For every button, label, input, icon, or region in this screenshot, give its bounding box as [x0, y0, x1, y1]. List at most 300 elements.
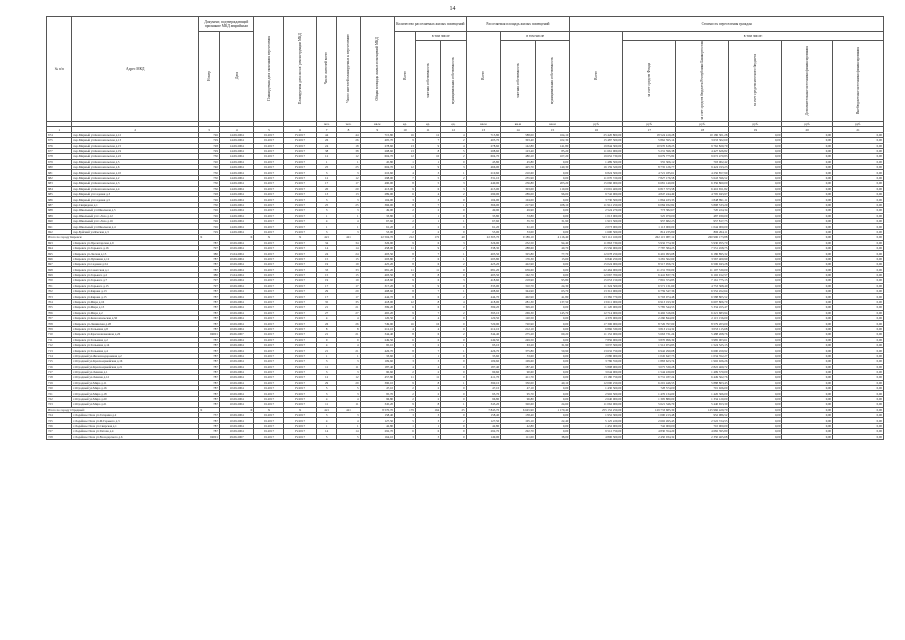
table-cell: 14.09.2004 — [219, 148, 254, 153]
table-cell: 366,00 — [360, 202, 395, 207]
header-area-municipal: муниципальная собственность — [535, 41, 570, 122]
table-cell: 6 491 993,08 — [623, 251, 676, 256]
table-cell: 01.2017 — [254, 283, 284, 288]
table-cell: IV.2017 — [284, 326, 316, 331]
table-cell: 787 — [199, 380, 220, 385]
table-cell: 77,70 — [535, 251, 570, 256]
table-cell: 8 — [316, 326, 337, 331]
table-cell: 714 — [47, 353, 72, 358]
table-cell: 275,20 — [501, 332, 536, 337]
table-cell: 6 221 683,94 — [676, 310, 729, 315]
table-cell: 704 — [47, 299, 72, 304]
table-cell: 8 — [395, 348, 416, 353]
table-cell: 15 — [337, 272, 360, 277]
table-cell: 17 — [337, 181, 360, 186]
table-cell: 1 305 880,00 — [623, 396, 676, 401]
table-cell: 123,40 — [501, 148, 536, 153]
table-cell: 0,00 — [729, 159, 782, 164]
table-cell: 1 883 623,74 — [623, 359, 676, 364]
table-cell: 15 — [316, 256, 337, 261]
table-cell: 0 — [441, 429, 466, 434]
table-cell: 1 — [316, 224, 337, 229]
table-cell: 8 — [415, 272, 440, 277]
table-cell: IV.2017 — [284, 213, 316, 218]
table-cell: 1 — [441, 170, 466, 175]
table-cell: 0 — [441, 423, 466, 428]
table-cell: IV.2017 — [284, 175, 316, 180]
table-cell: 10.09.2004 — [219, 413, 254, 418]
table-cell: 787 — [199, 391, 220, 396]
table-cell: 395,10 — [466, 310, 501, 315]
table-cell: 0,00 — [729, 240, 782, 245]
table-cell: 709 — [47, 326, 72, 331]
table-cell: пер.Мирный ул.Комсомольская д.22 — [72, 154, 199, 159]
table-cell: 249,50 — [360, 337, 395, 342]
table-cell: 787 — [199, 310, 220, 315]
table-cell: 326,90 — [466, 240, 501, 245]
table-cell: IV.2017 — [284, 348, 316, 353]
table-cell: 13 — [466, 127, 501, 132]
table-cell: 158,40 — [466, 413, 501, 418]
table-cell: 0,00 — [782, 332, 833, 337]
table-cell: 1 170,40 — [535, 407, 570, 412]
table-cell: 403,50 — [360, 272, 395, 277]
table-cell: г.Кировск ул.Мира д.2 — [72, 310, 199, 315]
table-cell: 2 — [72, 127, 199, 132]
table-cell: кв.м — [360, 121, 395, 126]
table-cell: 0,00 — [833, 229, 884, 234]
table-cell: IV.2017 — [284, 364, 316, 369]
table-cell: 45,80 — [360, 159, 395, 164]
table-cell: 4 830 354,20 — [623, 429, 676, 434]
table-cell: 21 — [316, 332, 337, 337]
table-cell: 24 — [316, 143, 337, 148]
table-cell: 0,00 — [729, 299, 782, 304]
table-cell: 0,00 — [729, 213, 782, 218]
table-cell: 6 — [395, 192, 416, 197]
table-cell: 303,40 — [501, 138, 536, 143]
table-cell: 9 — [360, 127, 395, 132]
table-cell: г.Кировск ул.Краснознаменная д.26 — [72, 332, 199, 337]
table-cell: 19 844 300,00 — [570, 143, 623, 148]
table-cell: 129 733 685,30 — [623, 407, 676, 412]
table-cell: 1 000 213,48 — [623, 413, 676, 418]
table-cell: 5 — [415, 175, 440, 180]
table-cell: 3 053 115,68 — [676, 326, 729, 331]
table-cell: 0,00 — [833, 143, 884, 148]
table-cell: 721 — [47, 391, 72, 396]
table-cell: 375,80 — [501, 348, 536, 353]
total-label: Итого по городу Кировск: — [47, 235, 199, 240]
table-cell: 53,00 — [501, 229, 536, 234]
table-cell: IV.2017 — [284, 148, 316, 153]
table-cell: 6 645,90 — [501, 407, 536, 412]
table-cell: 0,00 — [729, 272, 782, 277]
table-cell: 0,00 — [535, 369, 570, 374]
table-cell: 697 — [47, 262, 72, 267]
table-cell: 0,00 — [729, 353, 782, 358]
table-cell: 5 785 544,53 — [623, 305, 676, 310]
table-cell: 67,60 — [360, 218, 395, 223]
table-cell: 0,00 — [833, 386, 884, 391]
table-cell: 14.09.2004 — [219, 138, 254, 143]
table-cell: 0,00 — [535, 337, 570, 342]
table-cell: 10 970 618,25 — [623, 143, 676, 148]
table-cell: г.Отрадный ул.Железнодорожная д.2 — [72, 353, 199, 358]
table-cell: 90,60 — [501, 369, 536, 374]
table-cell: 01.2017 — [254, 229, 284, 234]
table-cell: X — [219, 235, 254, 240]
table-cell: 5 231 596,38 — [623, 148, 676, 153]
table-cell: 11 — [395, 375, 416, 380]
table-cell: 19 — [337, 278, 360, 283]
table-cell: 0,00 — [782, 251, 833, 256]
table-cell: пер.Школьный ул.С.Лазо д.12 — [72, 213, 199, 218]
relocation-table-container — [46, 16, 884, 440]
table-cell: 726 — [199, 132, 220, 137]
table-cell: 0,00 — [729, 175, 782, 180]
table-cell: 726 — [199, 224, 220, 229]
table-cell: 2 073 000,00 — [570, 224, 623, 229]
table-cell: 405,70 — [466, 138, 501, 143]
table-cell: 1 544 430,00 — [623, 369, 676, 374]
table-cell: 2 — [441, 192, 466, 197]
table-cell: 707 — [47, 316, 72, 321]
table-cell: IV.2017 — [284, 380, 316, 385]
table-cell: 22 464 000,00 — [570, 267, 623, 272]
table-cell: 10.09.2004 — [219, 267, 254, 272]
table-cell: 4 795 043,97 — [676, 192, 729, 197]
table-cell: руб. — [729, 121, 782, 126]
table-cell: 0,00 — [729, 181, 782, 186]
table-cell: 29 — [316, 289, 337, 294]
table-cell: 0,00 — [729, 310, 782, 315]
table-cell: 67,60 — [466, 218, 501, 223]
table-cell: 6 492 316,06 — [623, 310, 676, 315]
table-cell: 0,00 — [833, 278, 884, 283]
table-cell: 0,00 — [535, 305, 570, 310]
header-cost-total: Всего — [570, 32, 623, 122]
table-cell: 217,90 — [501, 202, 536, 207]
table-cell: 13 091 400,00 — [570, 186, 623, 191]
table-cell: 422,90 — [501, 262, 536, 267]
table-row — [47, 434, 884, 439]
table-cell: IV.2017 — [284, 181, 316, 186]
table-cell: 95,70 — [466, 391, 501, 396]
table-cell: 4 753 368,40 — [676, 283, 729, 288]
table-cell: 0,00 — [729, 245, 782, 250]
table-cell: 6 942 290,08 — [623, 348, 676, 353]
table-cell: 9 — [395, 283, 416, 288]
table-cell: 8 — [395, 294, 416, 299]
table-cell: 2 — [441, 138, 466, 143]
table-cell: 0,00 — [535, 326, 570, 331]
table-cell: 3 — [395, 197, 416, 202]
table-cell: пер.Мирный ул.Комсомольская д.2 — [72, 175, 199, 180]
table-cell: 0,00 — [782, 391, 833, 396]
table-cell: 40 — [441, 235, 466, 240]
table-cell: 33 — [337, 267, 360, 272]
table-cell: 4 — [441, 299, 466, 304]
table-cell: 01.2017 — [254, 305, 284, 310]
table-cell: 690 — [47, 218, 72, 223]
table-cell: 249,50 — [501, 337, 536, 342]
table-cell: 12 067 700,00 — [570, 272, 623, 277]
table-cell: 0,00 — [729, 278, 782, 283]
table-cell: 01.2017 — [254, 429, 284, 434]
table-cell: пер.Мирный ул.Комсомольская д.15 — [72, 143, 199, 148]
table-cell: 3 — [316, 413, 337, 418]
table-cell: 699 — [47, 272, 72, 277]
table-cell: пер.Мирный ул.Комсомольская д.13 — [72, 138, 199, 143]
header-area-relocated: Расселяемая площадь жилых помещений — [466, 17, 570, 32]
table-cell: 1 864 433,33 — [623, 197, 676, 202]
table-cell: 01.2017 — [254, 186, 284, 191]
table-cell: 787 — [199, 289, 220, 294]
table-cell: 13 — [337, 192, 360, 197]
table-cell: пер.Мирный ул.Комсомольская д.10 — [72, 170, 199, 175]
table-cell: IV.2017 — [284, 299, 316, 304]
table-cell: 26 — [337, 138, 360, 143]
table-cell: 797 — [199, 245, 220, 250]
table-cell: 8 — [337, 127, 360, 132]
table-cell: 729 — [199, 229, 220, 234]
table-cell: 63,70 — [535, 289, 570, 294]
table-cell: 1 — [441, 289, 466, 294]
table-cell: 3 — [395, 342, 416, 347]
table-cell: 0,00 — [729, 332, 782, 337]
table-cell: 29 — [337, 380, 360, 385]
table-cell: 1 952 300,00 — [570, 413, 623, 418]
table-cell: 6 — [415, 256, 440, 261]
table-cell: 2 602 495,45 — [623, 418, 676, 423]
table-cell: 2 — [441, 294, 466, 299]
table-cell: 47,10 — [501, 386, 536, 391]
table-cell: 0,00 — [729, 283, 782, 288]
table-cell: 0,00 — [833, 423, 884, 428]
table-cell: пер.Буйский ул.Ямская д.3 — [72, 229, 199, 234]
table-cell: 158,40 — [360, 413, 395, 418]
table-cell: 0,00 — [729, 229, 782, 234]
table-cell: кв.м — [501, 121, 536, 126]
table-cell: 10 — [395, 127, 416, 132]
table-cell: 345,20 — [466, 402, 501, 407]
table-cell: 0,00 — [833, 213, 884, 218]
table-cell: 0,00 — [729, 143, 782, 148]
table-cell: 1 902 926,26 — [676, 359, 729, 364]
table-cell: 12 090 250,00 — [570, 380, 623, 385]
table-cell: 3 — [337, 229, 360, 234]
table-cell: 0 — [441, 375, 466, 380]
table-cell: 95,10 — [466, 342, 501, 347]
table-cell: 14.09.2004 — [219, 159, 254, 164]
table-cell: 2 — [415, 229, 440, 234]
table-cell: 787 — [199, 353, 220, 358]
table-cell: 0,00 — [833, 369, 884, 374]
table-cell: 0 — [441, 353, 466, 358]
table-cell: 715,80 — [360, 132, 395, 137]
table-cell: 0 — [441, 386, 466, 391]
table-cell: 0,00 — [729, 251, 782, 256]
table-cell: 0,00 — [782, 245, 833, 250]
table-cell: 0 — [441, 272, 466, 277]
table-cell: 411,70 — [466, 375, 501, 380]
table-cell: 681,20 — [466, 267, 501, 272]
table-cell: 4 427 626,82 — [676, 148, 729, 153]
table-cell: 957 817,75 — [676, 218, 729, 223]
table-cell: 01.2017 — [254, 413, 284, 418]
table-cell: 94,40 — [535, 240, 570, 245]
table-cell: 787 — [199, 396, 220, 401]
table-cell: г.Кировск ул.Пушкина д.12 — [72, 256, 199, 261]
table-cell: 380 — [199, 272, 220, 277]
table-cell: 6 102 012,57 — [676, 272, 729, 277]
table-cell: 7 — [415, 348, 440, 353]
table-cell: 787 — [199, 337, 220, 342]
table-cell: пер.Мирный ул.Комсомольская д.12 — [72, 132, 199, 137]
table-cell: 10.09.2004 — [219, 391, 254, 396]
table-cell: 120,50 — [466, 316, 501, 321]
table-cell: 01.2017 — [254, 402, 284, 407]
table-cell: 2 — [441, 332, 466, 337]
table-cell: 711 — [47, 337, 72, 342]
table-cell: 345,20 — [360, 402, 395, 407]
table-cell: 255,90 — [501, 175, 536, 180]
table-cell: 42,80 — [360, 423, 395, 428]
table-cell: 604,70 — [466, 154, 501, 159]
table-cell: 01.2017 — [254, 299, 284, 304]
table-cell: 208,60 — [360, 148, 395, 153]
table-cell: 0,00 — [782, 283, 833, 288]
table-cell: 176,30 — [501, 256, 536, 261]
table-cell: 6 — [415, 186, 440, 191]
table-cell: 6 866 330,00 — [570, 326, 623, 331]
table-cell: 9 — [395, 310, 416, 315]
table-cell: пер.Мирный ул.Комсомольская д.19 — [72, 148, 199, 153]
table-cell: IV.2017 — [284, 359, 316, 364]
table-cell: 3 — [337, 359, 360, 364]
table-cell: 01.2017 — [254, 262, 284, 267]
table-cell: 236,80 — [501, 181, 536, 186]
table-cell: 326,90 — [360, 240, 395, 245]
table-cell: 1 113 000,00 — [623, 224, 676, 229]
table-cell: 9 — [415, 165, 440, 170]
table-cell: 425,20 — [360, 262, 395, 267]
table-cell: пер.Мирный ул.Садовая д.3 — [72, 192, 199, 197]
table-cell: 730 — [199, 175, 220, 180]
table-cell: 4 — [316, 342, 337, 347]
table-cell: 3 — [415, 170, 440, 175]
table-cell: 787 — [199, 326, 220, 331]
table-cell: 12 — [316, 175, 337, 180]
table-cell: 684 — [47, 186, 72, 191]
table-cell: 20 — [337, 186, 360, 191]
table-cell: 17 — [316, 181, 337, 186]
table-cell: 01.2017 — [254, 337, 284, 342]
table-cell: 01.2017 — [254, 272, 284, 277]
table-cell: 4 — [441, 132, 466, 137]
table-cell: 0,00 — [729, 305, 782, 310]
table-cell: 0,00 — [729, 423, 782, 428]
table-cell: 5 663 731,24 — [623, 332, 676, 337]
table-cell: 6 — [415, 240, 440, 245]
table-cell: 50,90 — [535, 348, 570, 353]
table-cell: 426,70 — [360, 348, 395, 353]
table-cell: 3 — [316, 391, 337, 396]
table-cell: 3 — [316, 170, 337, 175]
table-cell: 10.09.2004 — [219, 418, 254, 423]
table-cell: 19 — [337, 262, 360, 267]
table-cell: 49,70 — [535, 245, 570, 250]
table-cell: 0,00 — [833, 375, 884, 380]
table-cell: 0,00 — [782, 353, 833, 358]
table-cell: 8 — [415, 402, 440, 407]
table-cell: г.Кировск ул.Мира д.16 — [72, 299, 199, 304]
table-cell: 01.2017 — [254, 316, 284, 321]
table-cell: 5 930 955,70 — [676, 240, 729, 245]
table-cell: 5 808 533,29 — [676, 202, 729, 207]
table-cell: 01.2017 — [254, 342, 284, 347]
table-cell: 0,00 — [729, 364, 782, 369]
table-cell: 0,00 — [729, 413, 782, 418]
table-cell: 0,00 — [782, 229, 833, 234]
table-cell: 7 787 584,25 — [623, 245, 676, 250]
table-cell: 104,00 — [360, 197, 395, 202]
table-cell: 47,10 — [466, 386, 501, 391]
table-cell: 705 — [47, 305, 72, 310]
table-cell: 2 — [395, 369, 416, 374]
table-cell: 111,00 — [501, 434, 536, 439]
table-cell: 15 053 150,00 — [570, 278, 623, 283]
table-cell: 3 — [316, 197, 337, 202]
table-cell: 11 661 000,00 — [570, 148, 623, 153]
table-cell: 45,80 — [466, 159, 501, 164]
table-cell: г.Лодейное Поле ул.Свирская д.1 — [72, 423, 199, 428]
table-cell: 957 682,25 — [623, 218, 676, 223]
table-cell: IV.2017 — [284, 353, 316, 358]
table-cell: 179 — [395, 407, 416, 412]
table-cell: IV.2017 — [284, 224, 316, 229]
table-cell: 95,70 — [501, 391, 536, 396]
table-cell: 01.2017 — [254, 213, 284, 218]
table-cell: 31,90 — [535, 342, 570, 347]
table-cell: 12 714 000,00 — [570, 310, 623, 315]
table-cell: 33,60 — [501, 353, 536, 358]
table-cell: г.Отрадный ул.Мира д.11 — [72, 380, 199, 385]
table-cell: 0,00 — [833, 197, 884, 202]
table-cell: 2 — [415, 369, 440, 374]
table-cell: 0,00 — [535, 364, 570, 369]
table-cell: 5 — [441, 148, 466, 153]
table-cell: 13 — [395, 148, 416, 153]
table-cell: 787 — [199, 369, 220, 374]
table-cell: 0,00 — [833, 316, 884, 321]
table-cell: 6 186 895,32 — [676, 251, 729, 256]
table-cell: 13,00 — [535, 256, 570, 261]
table-cell: 10.09.2004 — [219, 294, 254, 299]
table-cell: г.Кировск ул.Тельмана д.14 — [72, 342, 199, 347]
table-cell: 142,80 — [501, 143, 536, 148]
table-cell: 0,00 — [782, 218, 833, 223]
table-cell: 96,80 — [466, 396, 501, 401]
table-cell: IV.2017 — [284, 132, 316, 137]
table-cell: IV.2017 — [284, 138, 316, 143]
header-cost-of-which: в том числе: — [623, 32, 884, 41]
table-cell: IV.2017 — [284, 240, 316, 245]
table-cell: 4 — [337, 342, 360, 347]
table-cell: 5 862 595,14 — [623, 138, 676, 143]
table-cell: 3 — [415, 197, 440, 202]
